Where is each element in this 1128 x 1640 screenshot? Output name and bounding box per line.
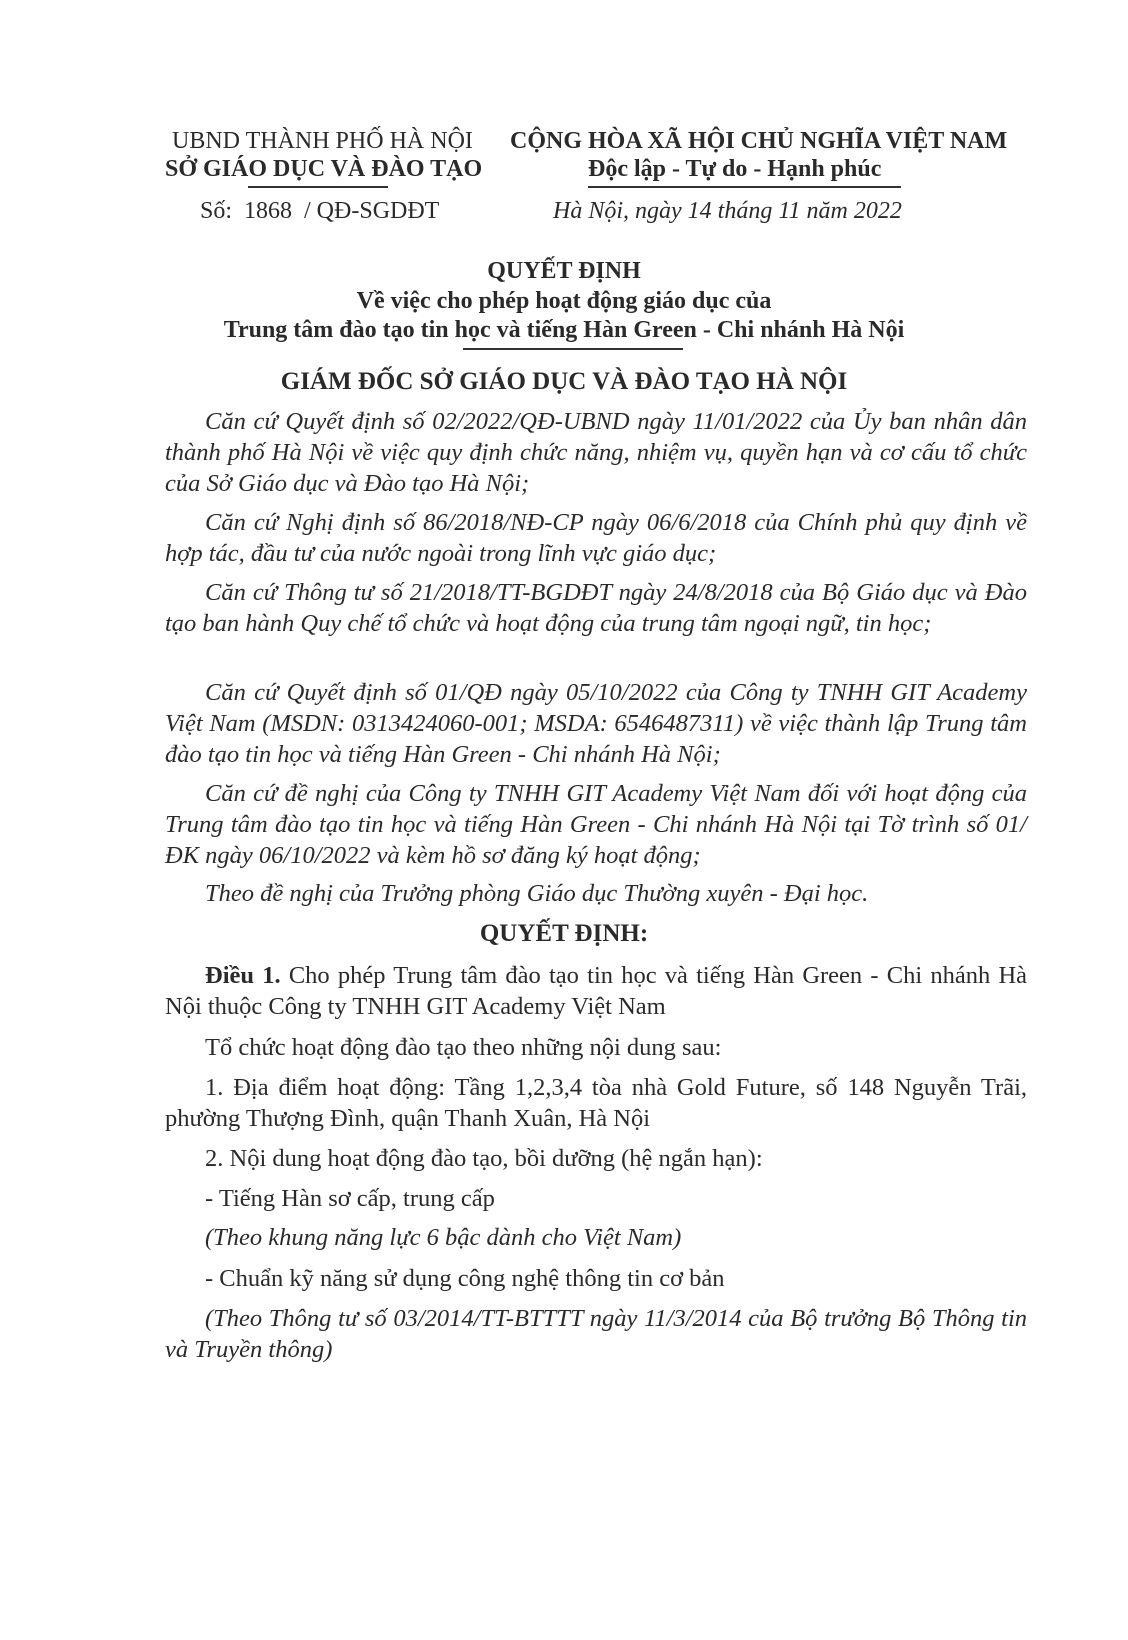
article-1: Điều 1. Cho phép Trung tâm đào tạo tin học và tiếng Hàn Green - Chi nhánh Hà Nội thuộc Công ty TNHH GIT Academy Việt Nam [165,962,1028,1020]
article-1-label: Điều 1. [205,962,281,989]
document-subject-line2: Trung tâm đào tạo tin học và tiếng Hàn Green - Chi nhánh Hà Nội [223,317,905,343]
number-value: 1868 [244,198,293,224]
motto-underline [588,186,901,188]
issuer-department: SỞ GIÁO DỤC VÀ ĐÀO TẠO [165,156,483,182]
document-number [200,198,439,225]
basis-1: Căn cứ Quyết định số 02/2022/QĐ-UBND ngày 11/01/2022 của Ủy ban nhân dân thành phố Hà Nội về việc quy định chức năng, nhiệm vụ, quyền hạn và cơ cấu tổ chức của Sở Giáo dục và Đào tạo Hà Nội; [165,408,1027,497]
nation-title: CỘNG HÒA XÃ HỘI CHỦ NGHĨA VIỆT NAM [510,128,1008,154]
document-heading: QUYẾT ĐỊNH [487,258,641,284]
article-1-item-2b-note: (Theo Thông tư số 03/2014/TT-BTTTT ngày 11/3/2014 của Bộ trưởng Bộ Thông tin và Truyền thông) [165,1305,1027,1363]
basis-3: Căn cứ Thông tư số 21/2018/TT-BGDĐT ngày 24/8/2018 của Bộ Giáo dục và Đào tạo ban hành Quy chế tổ chức và hoạt động của trung tâm ngoại ngữ, tin học; [165,579,1027,637]
authority-title: GIÁM ĐỐC SỞ GIÁO DỤC VÀ ĐÀO TẠO HÀ NỘI [280,368,848,395]
article-1-intro: Tổ chức hoạt động đào tạo theo những nội dung sau: [205,1034,722,1061]
basis-4: Căn cứ Quyết định số 01/QĐ ngày 05/10/2022 của Công ty TNHH GIT Academy Việt Nam (MSDN: 0313424060-001; MSDA: 6546487311) về việc thành lập Trung tâm đào tạo tin học và tiếng Hàn Green - Chi nhánh Hà Nội; [165,679,1027,768]
subject-underline [463,348,683,350]
basis-5: Căn cứ đề nghị của Công ty TNHH GIT Academy Việt Nam đối với hoạt động của Trung tâm đào tạo tin học và tiếng Hàn Green - Chi nhánh Hà Nội tại Tờ trình số 01/ĐK ngày 06/10/2022 và kèm hồ sơ đăng ký hoạt động; [165,780,1027,869]
article-1-item-2: 2. Nội dung hoạt động đào tạo, bồi dưỡng (hệ ngắn hạn): [205,1145,763,1172]
document-subject-line1: Về việc cho phép hoạt động giáo dục của [356,288,772,314]
article-1-item-2a: - Tiếng Hàn sơ cấp, trung cấp [205,1185,495,1212]
decision-heading: QUYẾT ĐỊNH: [479,920,649,947]
basis-6: Theo đề nghị của Trưởng phòng Giáo dục Thường xuyên - Đại học. [205,880,869,907]
nation-motto: Độc lập - Tự do - Hạnh phúc [588,156,882,182]
basis-2: Căn cứ Nghị định số 86/2018/NĐ-CP ngày 06/6/2018 của Chính phủ quy định về hợp tác, đầu tư của nước ngoài trong lĩnh vực giáo dục; [165,509,1027,567]
issue-date: Hà Nội, ngày 14 tháng 11 năm 2022 [553,198,902,224]
article-1-item-2b: - Chuẩn kỹ năng sử dụng công nghệ thông tin cơ bản [205,1265,725,1292]
number-label: Số: [200,198,233,224]
issuer-city: UBND THÀNH PHỐ HÀ NỘI [172,128,473,154]
issuer-underline [248,186,388,188]
number-suffix: / QĐ-SGDĐT [304,198,440,224]
article-1-item-2a-note: (Theo khung năng lực 6 bậc dành cho Việt Nam) [205,1224,682,1251]
article-1-item-1: 1. Địa điểm hoạt động: Tầng 1,2,3,4 tòa nhà Gold Future, số 148 Nguyễn Trãi, phường Thượng Đình, quận Thanh Xuân, Hà Nội [165,1074,1027,1132]
